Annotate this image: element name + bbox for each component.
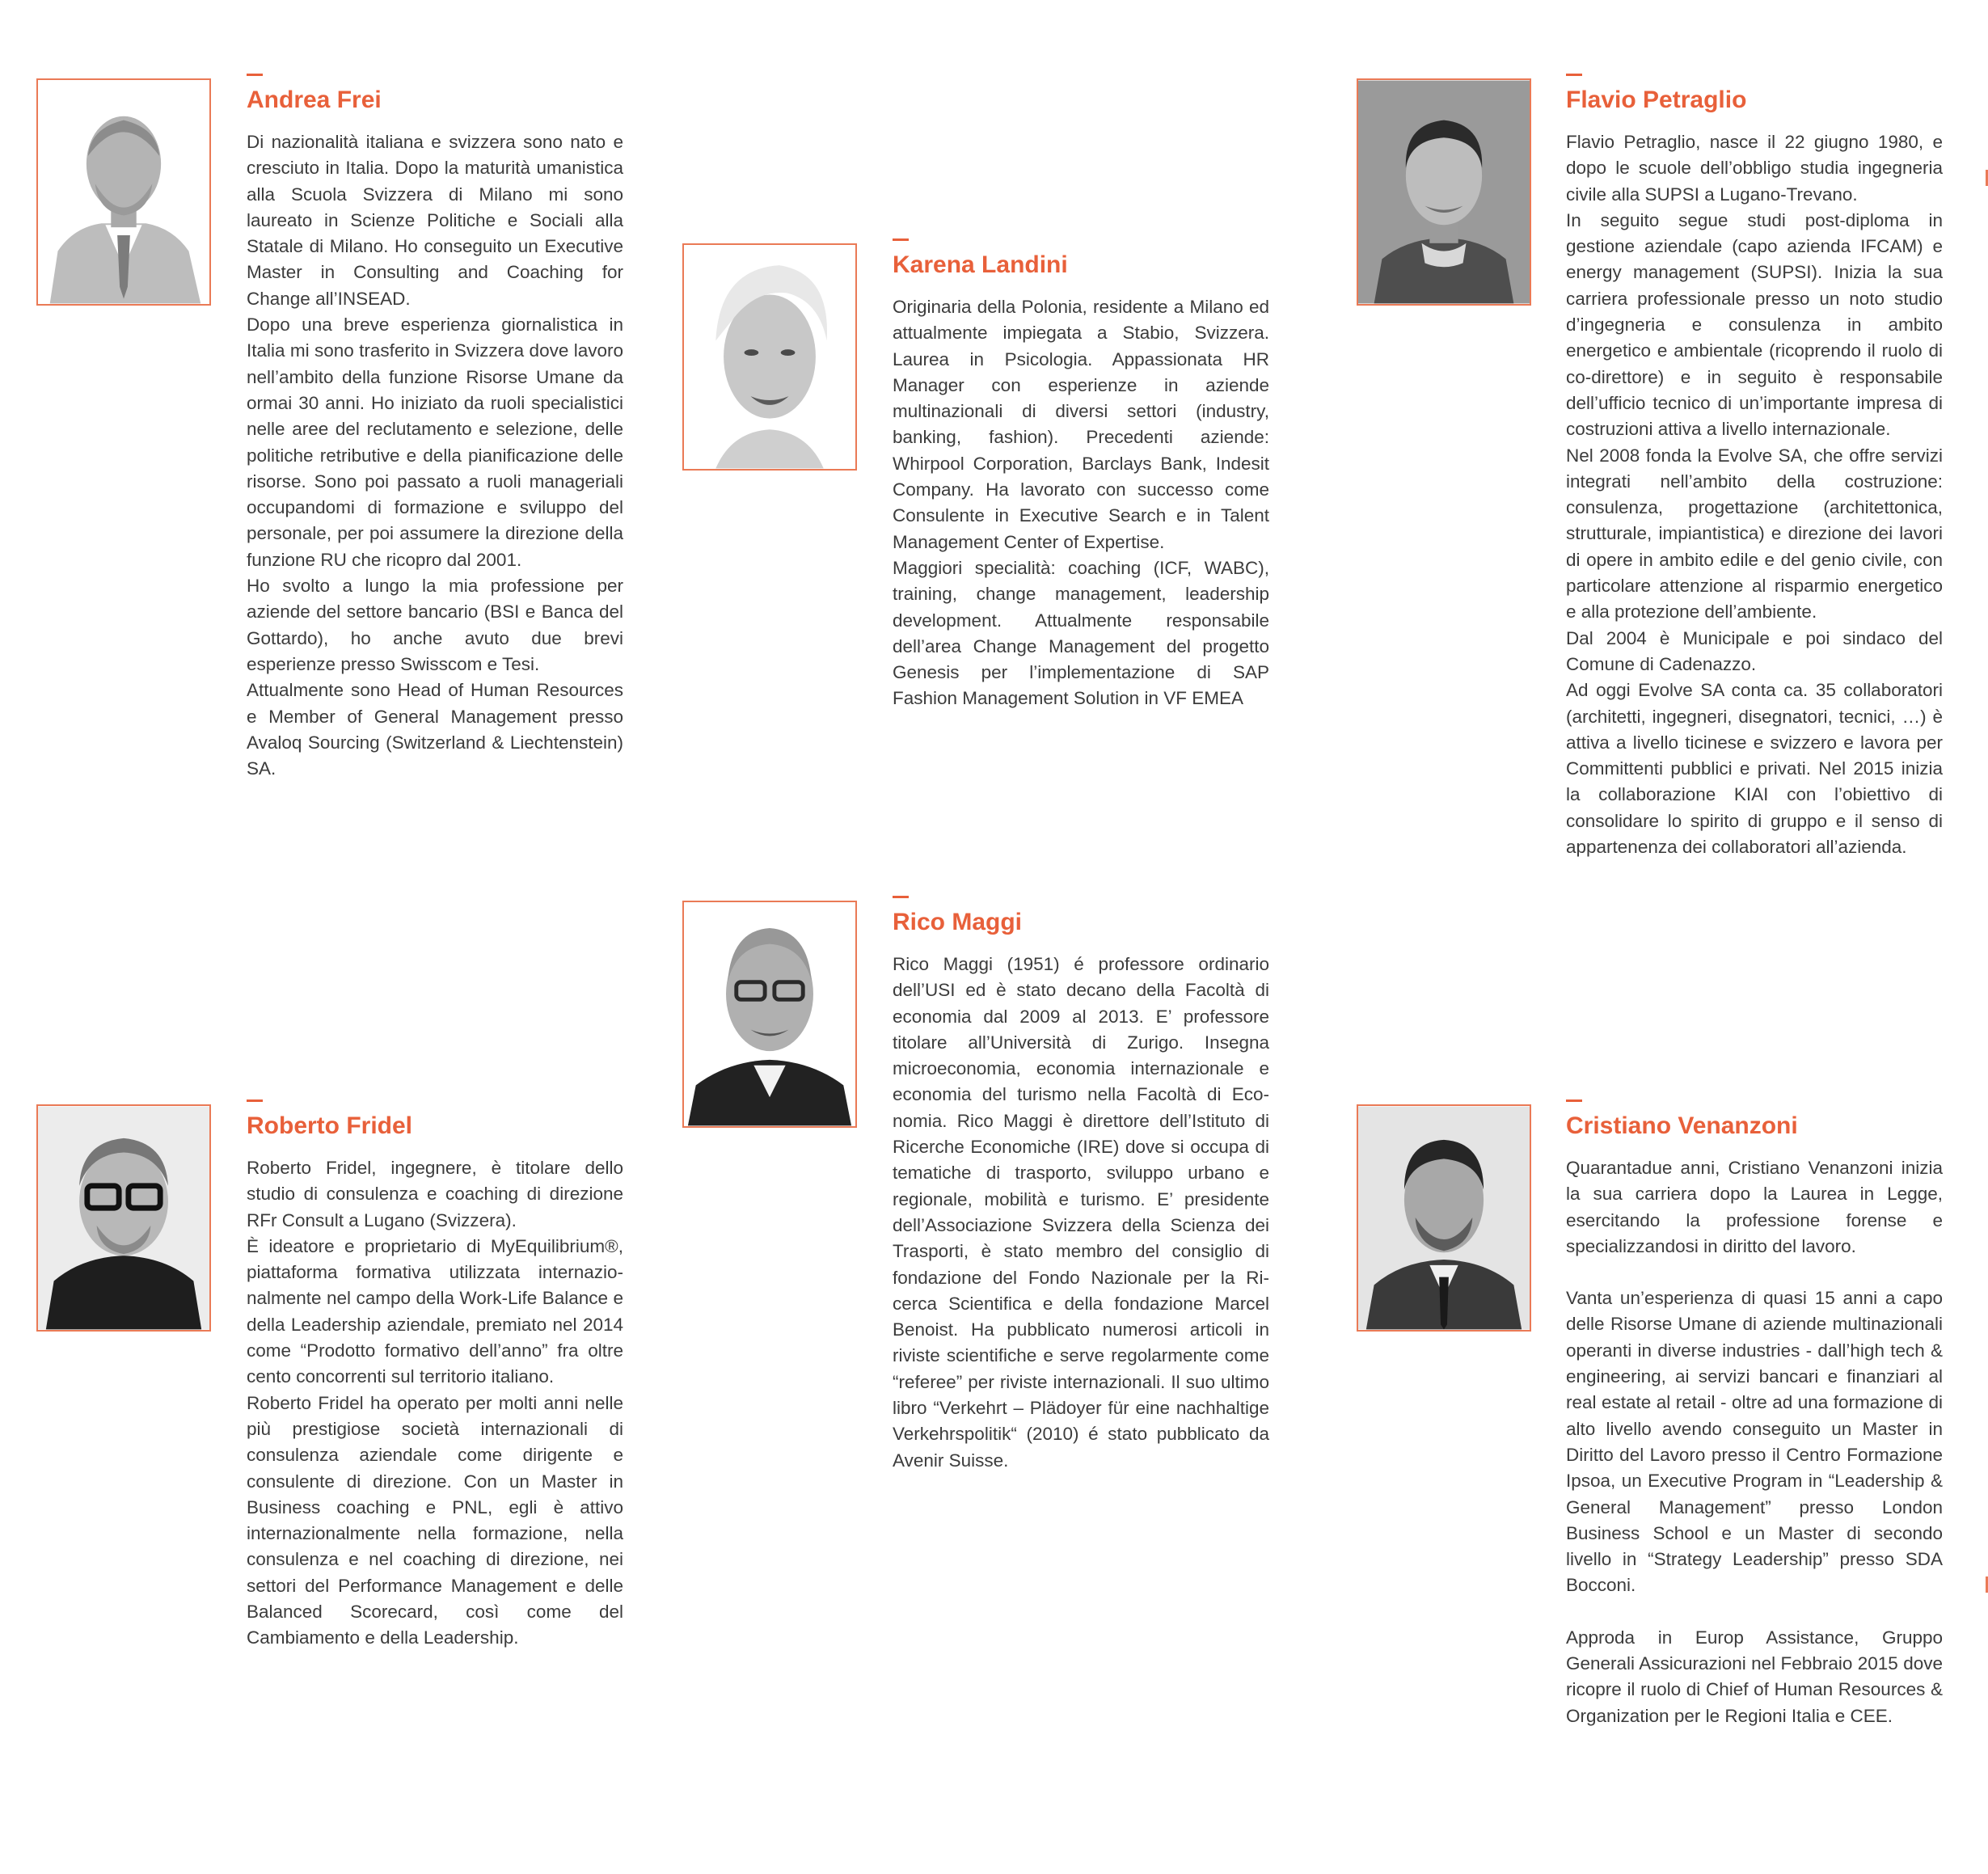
accent-dash bbox=[1566, 1099, 1582, 1102]
bio-paragraph: Quarantadue anni, Cristiano Venanzoni inizia la sua carriera dopo la Laurea in Legge, esercitando la professione forense e specializzandosi in diritto del lavoro. bbox=[1566, 1158, 1943, 1256]
portrait-photo-icon bbox=[38, 1106, 209, 1330]
accent-dash bbox=[893, 896, 909, 898]
bio-paragraph: Ho svolto a lungo la mia professione per aziende del settore bancario (BSI e Banca del Gottardo), ho anche avuto due brevi esperienze presso Swisscom e Tesi. bbox=[247, 576, 623, 674]
bio-roberto-fridel bbox=[247, 1099, 623, 1652]
portrait-photo-icon bbox=[684, 902, 855, 1126]
person-name: Andrea Frei bbox=[247, 87, 382, 113]
bio-paragraph: È ideatore e proprietario di MyEquilibrium®, piattaforma formativa utilizzata internazionalmente nel campo della Work-Life Balance e della Leadership aziendale, premiato nel 2014 come “Prodotto formativo dell’anno” fra oltre cento concorrenti sul territorio italiano. bbox=[247, 1235, 623, 1387]
portrait-photo-icon bbox=[684, 245, 855, 469]
bio-paragraph: Approda in Europ Assistance, Gruppo Generali Assicurazioni nel Febbraio 2015 dove ricopre il ruolo di Chief of Human Resources & Organization per le Regioni Italia e CEE. bbox=[1566, 1627, 1943, 1726]
bio-paragraph: Roberto Fridel ha operato per molti anni nelle più prestigiose società internazionali di consulenza aziendale come dirigente e consulente di direzione. Con un Master in Business coaching e PNL, egli è attivo internazionalmente nella formazione, nella consulenza e nel coaching di direzione, nei settori del Performance Management e delle Balanced Scorecard, così come del Cambiamento e della Leadership. bbox=[247, 1392, 623, 1648]
person-name: Rico Maggi bbox=[893, 909, 1023, 935]
person-name: Roberto Fridel bbox=[247, 1112, 413, 1139]
accent-dash bbox=[247, 74, 263, 76]
bio-paragraph: Flavio Petraglio, nasce il 22 giugno 1980, e dopo le scuole dell’obbligo studia ingegneria civile alla SUPSI a Lugano-Trevano. bbox=[1566, 132, 1943, 205]
bio-paragraph: Maggiori specialità: coaching (ICF, WABC), training, change management, leadership development. Attualmente responsabile dell’area Change Management del progetto Genesis per l’implementazione di SAP Fashion Management Solution in VF EMEA bbox=[893, 557, 1269, 709]
photo-karena-landini bbox=[682, 243, 857, 471]
bio-paragraph: Rico Maggi (1951) é professore ordinario dell’USI ed è stato decano della Facoltà di economia dal 2009 al 2013. E’ professore titolare all’Università di Zurigo. Insegna microeconomia, economia internazionale e economia del turismo nella Facoltà di Economia. Rico Maggi è direttore dell’Istituto di Ricerche Economiche (IRE) dove si occupa di tematiche di trasporto, sviluppo urbano e regionale, mobilità e turismo. E’ presidente dell’Associazione Svizzera della Scienza dei Trasporti, è stato membro del consiglio di fondazione del Fondo Nazionale per la Ricerca Scientifica e della fondazione Marcel Benoist. Ha pubblicato numerosi articoli in riviste scientifiche e serve regolarmente come “referee” per riviste internazionali. Il suo ultimo libro “Verkehrt – Plädoyer für eine nachhaltige Verkehrspolitik“ (2010) é stato pubblicato da Avenir Suisse. bbox=[893, 954, 1269, 1471]
bio-paragraph: Di nazionalità italiana e svizzera sono nato e cresciuto in Italia. Dopo la maturità umanistica alla Scuola Svizzera di Milano mi sono laureato in Scienze Politiche e Sociali alla Statale di Milano. Ho conseguito un Executive Master in Consulting and Coaching for Change all’INSEAD. bbox=[247, 132, 623, 309]
bio-paragraph: Dopo una breve esperienza giornalistica in Italia mi sono trasferito in Svizzera dove lavoro nell’ambito della funzione Risorse Umane da ormai 30 anni. Ho iniziato da ruoli specialistici nelle aree del reclutamento e selezione, delle politiche retributive e della pianificazione delle risorse. Sono poi passato a ruoli manageriali occupandomi di formazione e sviluppo del personale, per poi assumere la direzione della funzione RU che ricopro dal 2001. bbox=[247, 314, 623, 570]
portrait-photo-icon bbox=[38, 80, 209, 304]
bio-paragraph: Ad oggi Evolve SA conta ca. 35 collaboratori (architetti, ingegneri, disegnatori, tecnici, …) è attiva a livello ticinese e svizzero e lavora per Committenti pubblici e privati. Nel 2015 inizia la collaborazione KIAI con l’obiettivo di consolidare lo spirito di gruppo e il senso di appartenenza dei collaboratori all’azienda. bbox=[1566, 680, 1943, 858]
portrait-photo-icon bbox=[1358, 1106, 1530, 1330]
photo-andrea-frei bbox=[36, 78, 211, 306]
person-name: Flavio Petraglio bbox=[1566, 87, 1747, 113]
bio-paragraph: Roberto Fridel, ingegnere, è titolare dello studio di consulenza e coaching di direzione RFr Consult a Lugano (Svizzera). bbox=[247, 1158, 623, 1230]
bio-paragraph: Vanta un’esperienza di quasi 15 anni a capo delle Risorse Umane di aziende multinazionali operanti in diverse industries - dall’high tech & engineering, ai servizi bancari e finanziari al real estate al retail - oltre ad una formazione di alto livello avendo conseguito un Master in Diritto del Lavoro presso il Centro Formazione Ipsoa, un Executive Program in “Leadership & General Management” presso London Business School e un Master di secondo livello in “Strategy Leadership” presso SDA Bocconi. bbox=[1566, 1288, 1943, 1596]
bio-paragraph: Attualmente sono Head of Human Resources e Member of General Management presso Avaloq Sourcing (Switzerland & Liechtenstein) SA. bbox=[247, 680, 623, 779]
portrait-photo-icon bbox=[1358, 80, 1530, 304]
bio-rico-maggi bbox=[893, 896, 1269, 1474]
accent-dash bbox=[1566, 74, 1582, 76]
bio-flavio-petraglio bbox=[1566, 74, 1943, 860]
bio-paragraph: In seguito segue studi post-diploma in gestione aziendale (capo azienda IFCAM) e energy management (SUPSI). Inizia la sua carriera professionale presso un noto studio d’ingegneria e consulenza in ambito energetico e ambientale (ricoprendo il ruolo di co-direttore) e in seguito è responsabile dell’ufficio tecnico di un’importante impresa di costruzioni attiva a livello internazionale. bbox=[1566, 209, 1943, 440]
bio-andrea-frei bbox=[247, 74, 623, 782]
accent-dash bbox=[893, 238, 909, 241]
accent-dash bbox=[247, 1099, 263, 1102]
photo-rico-maggi bbox=[682, 901, 857, 1128]
person-name: Cristiano Venanzoni bbox=[1566, 1112, 1798, 1139]
bio-paragraph: Nel 2008 fonda la Evolve SA, che offre servizi integrati nell’ambito della costruzione: consulenza, progettazione (architettonica, strutturale, impiantistica) e direzione dei lavori di opere in ambito edile e del genio civile, con particolare attenzione al risparmio energetico e alla protezione dell’ambiente. bbox=[1566, 445, 1943, 623]
bio-paragraph: Originaria della Polonia, residente a Milano ed attualmente impiegata a Stabio, Svizzera. Laurea in Psicologia. Appassionata HR Manager con esperienze in aziende multinazionali di diversi settori (industry, banking, fashion). Precedenti aziende: Whirpool Corporation, Barclays Bank, Indesit Company. Ha lavorato con successo come Consulente in Executive Search e in Talent Management Center of Expertise. bbox=[893, 297, 1269, 552]
bio-paragraph: Dal 2004 è Municipale e poi sindaco del Comune di Cadenazzo. bbox=[1566, 627, 1943, 674]
person-name: Karena Landini bbox=[893, 251, 1068, 278]
bio-karena-landini bbox=[893, 238, 1269, 712]
photo-flavio-petraglio bbox=[1357, 78, 1531, 306]
photo-roberto-fridel bbox=[36, 1104, 211, 1332]
photo-cristiano-venanzoni bbox=[1357, 1104, 1531, 1332]
bio-cristiano-venanzoni bbox=[1566, 1099, 1943, 1729]
